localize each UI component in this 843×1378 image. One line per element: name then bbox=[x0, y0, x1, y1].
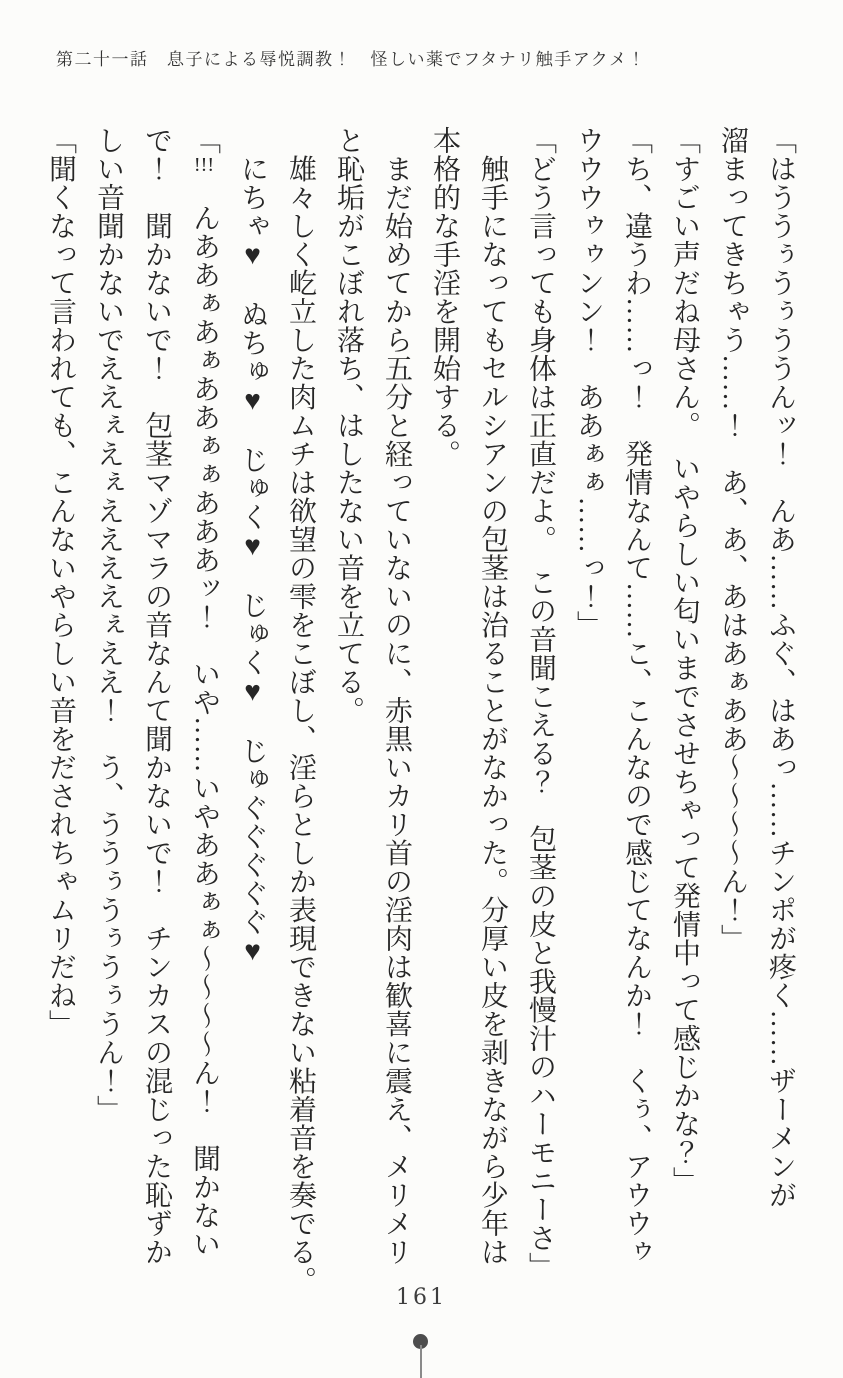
text-column-4 bbox=[612, 126, 660, 1306]
text-column-11 bbox=[276, 126, 324, 1306]
page-number: 161 bbox=[396, 1285, 447, 1310]
text-run: しい音聞かないでええぇえぇええええぇええ！ う、ううぅうぅうぅうん！」 bbox=[93, 126, 124, 1124]
text-column-10 bbox=[324, 126, 372, 1306]
text-run: にちゃ♥ ぬちゅ♥ じゅく♥ じゅく♥ じゅぐぐぐぐぐ♥ bbox=[237, 126, 268, 968]
text-column-14 bbox=[132, 126, 180, 1306]
text-column-8 bbox=[420, 126, 468, 1306]
text-run: んああぁあぁああぁぁあああッ！ いや……いやああぁぁ～～～～ん！ 聞かない bbox=[189, 174, 220, 1258]
text-run: ウウウゥゥンン！ ああぁぁ……っ！」 bbox=[573, 126, 604, 639]
text-column-2 bbox=[708, 126, 756, 1306]
text-run: 「ち、違うわ……っ！ 発情なんて……こ、こんなので感じてなんか！ くぅ、アウウゥ bbox=[621, 126, 652, 1266]
text-run: 「 bbox=[189, 126, 220, 155]
text-run: 雄々しく屹立した肉ムチは欲望の雫をこぼし、淫らとしか表現できない粘着音を奏でる。 bbox=[285, 126, 316, 1295]
text-column-7 bbox=[468, 126, 516, 1306]
text-run: 溜まってきちゃう……！ あ、あ、あはあぁああ～～～～ん！」 bbox=[717, 126, 748, 953]
text-column-3 bbox=[660, 126, 708, 1306]
text-column-13 bbox=[180, 126, 228, 1306]
page-body-vertical-text bbox=[34, 126, 804, 1306]
text-column-16 bbox=[36, 126, 84, 1306]
text-run: 本格的な手淫を開始する。 bbox=[429, 126, 460, 468]
text-column-6 bbox=[516, 126, 564, 1306]
text-run: 「聞くなって言われても、こんないやらしい音をだされちゃムリだね」 bbox=[45, 126, 76, 1038]
text-column-9 bbox=[372, 126, 420, 1306]
text-column-5 bbox=[564, 126, 612, 1306]
text-run: 「どう言っても身体は正直だよ。 この音聞こえる？ 包茎の皮と我慢汁のハーモニーさ」 bbox=[525, 126, 556, 1281]
text-run: 「はううぅうぅううんッ！ んあ……ふぐ、はあっ……チンポが疼く……ザーメンが bbox=[765, 126, 796, 1209]
page-marker-line bbox=[420, 1345, 422, 1378]
text-run: で！ 聞かないで！ 包茎マゾマラの音なんて聞かないで！ チンカスの混じった恥ずか bbox=[141, 126, 172, 1266]
running-header-chapter-title: 第二十一話 息子による辱悦調教！ 怪しい薬でフタナリ触手アクメ！ bbox=[56, 50, 647, 69]
text-run: 触手になってもセルシアンの包茎は治ることがなかった。分厚い皮を剥きながら少年は bbox=[477, 126, 508, 1266]
text-run: 「すごい声だね母さん。 いやらしい匂いまでさせちゃって発情中って感じかな？」 bbox=[669, 126, 700, 1195]
text-run: まだ始めてから五分と経っていないのに、赤黒いカリ首の淫肉は歓喜に震え、メリメリ bbox=[381, 126, 412, 1266]
text-column-15 bbox=[84, 126, 132, 1306]
text-column-12 bbox=[228, 126, 276, 1306]
text-run-tatechuyoko: !!! bbox=[193, 154, 215, 175]
text-run: と恥垢がこぼれ落ち、はしたない音を立てる。 bbox=[333, 126, 364, 725]
text-column-1 bbox=[756, 126, 804, 1306]
